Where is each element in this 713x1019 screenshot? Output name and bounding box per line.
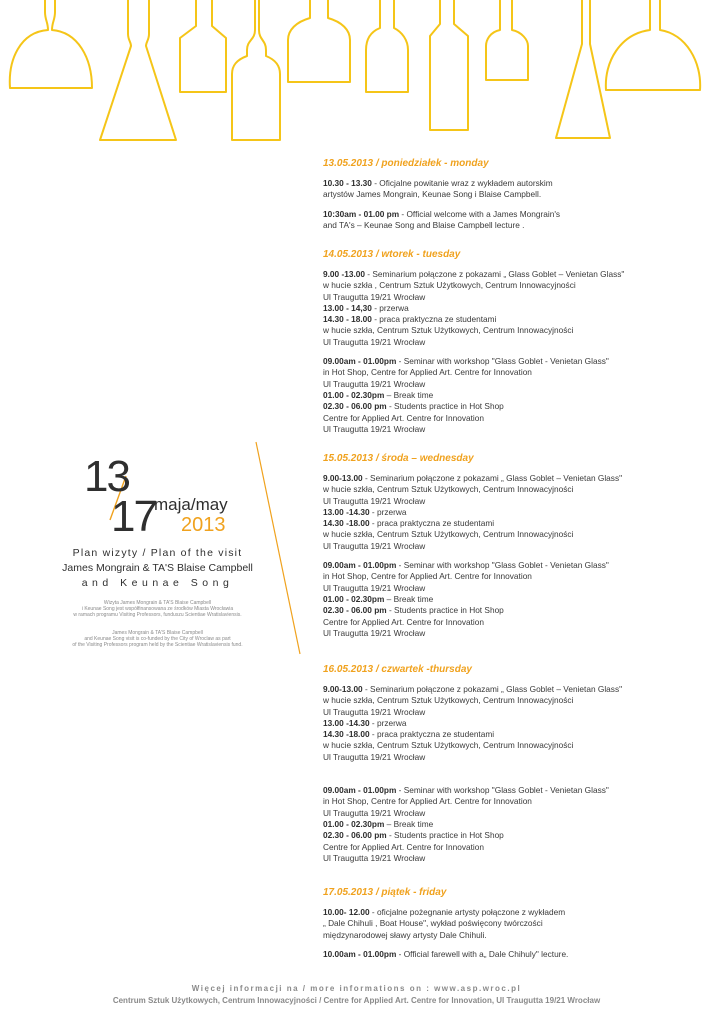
time-range: 01.00 - 02.30pm xyxy=(323,389,385,400)
description-text: - Students practice in Hot Shop xyxy=(386,605,504,616)
schedule-line xyxy=(323,367,703,378)
schedule-line xyxy=(323,292,703,303)
description-text: - Seminarium połączone z pokazami „ Glass Goblet – Venietan Glass" xyxy=(362,473,623,483)
funding-note-pl: Wizyta James Mongrain & TA'S Blaise Campbell i Keunae Song jest współfinansowana ze środków Miasta Wrocławia w ramach programu Visiting Professors, funduszu Scientiae Wratislaviensis. xyxy=(73,600,242,619)
description-text: - Seminar with workshop "Glass Goblet - Venietan Glass" xyxy=(396,785,609,796)
start-day: 13 xyxy=(84,452,129,501)
description-text: Ul Traugutta 19/21 Wrocław xyxy=(323,807,426,818)
time-range: 13.00 - 14,30 xyxy=(323,302,372,313)
schedule-line xyxy=(323,583,703,594)
schedule-line xyxy=(323,842,703,853)
schedule-line xyxy=(323,752,703,763)
description-text: in Hot Shop, Centre for Applied Art. Centre for Innovation xyxy=(323,796,532,807)
schedule-line xyxy=(323,518,703,529)
day-heading: 14.05.2013 / wtorek - tuesday xyxy=(323,249,461,260)
description-text: Ul Traugutta 19/21 Wrocław xyxy=(323,423,426,434)
schedule-line xyxy=(323,707,703,718)
time-range: 14.30 -18.00 xyxy=(323,518,370,529)
schedule-block xyxy=(323,473,703,552)
schedule-line xyxy=(323,269,703,280)
schedule-line xyxy=(323,220,703,231)
schedule-line xyxy=(323,571,703,582)
schedule-line xyxy=(323,484,703,495)
time-range: 09.00am - 01.00pm xyxy=(323,785,397,796)
description-text: - Seminar with workshop "Glass Goblet - Venietan Glass" xyxy=(396,356,609,367)
description-text: Ul Traugutta 19/21 Wrocław xyxy=(323,582,426,593)
description-text: Centre for Applied Art. Centre for Innovation xyxy=(323,841,484,852)
schedule-line xyxy=(323,473,703,484)
description-text: - Oficjalne powitanie wraz z wykładem autorskim xyxy=(371,178,553,188)
description-text: w hucie szkła, Centrum Sztuk Użytkowych, Centrum Innowacyjności xyxy=(323,695,574,706)
schedule-line xyxy=(323,356,703,367)
schedule-line xyxy=(323,337,703,348)
description-text: - oficjalne pożegnanie artysty połączone z wykładem xyxy=(369,907,566,917)
description-text: Centre for Applied Art. Centre for Innovation xyxy=(323,616,484,627)
schedule-block xyxy=(323,178,703,201)
description-text: Ul Traugutta 19/21 Wrocław xyxy=(323,540,426,551)
description-text: „ Dale Chihuli , Boat House", wykład poświęcony twórczości xyxy=(323,918,543,929)
day-heading: 16.05.2013 / czwartek -thursday xyxy=(323,664,472,675)
description-text: w hucie szkła , Centrum Sztuk Użytkowych, Centrum Innowacyjności xyxy=(323,280,576,291)
schedule-block xyxy=(323,949,703,960)
schedule-line xyxy=(323,808,703,819)
schedule-line xyxy=(323,325,703,336)
schedule-day xyxy=(323,157,703,239)
time-range: 01.00 - 02.30pm xyxy=(323,818,385,829)
description-text: w hucie szkła, Centrum Sztuk Użytkowych, Centrum Innowacyjności xyxy=(323,740,574,751)
schedule-block xyxy=(323,684,703,763)
description-text: - praca praktyczna ze studentami xyxy=(369,518,495,529)
schedule-block xyxy=(323,907,703,941)
day-heading: 13.05.2013 / poniedziałek - monday xyxy=(323,158,489,169)
schedule-line xyxy=(323,605,703,616)
time-range: 10.00- 12.00 xyxy=(323,907,370,917)
description-text: - przerwa xyxy=(369,506,407,517)
artists-line-2: and Keunae Song xyxy=(81,577,234,589)
description-text: in Hot Shop, Centre for Applied Art. Centre for Innovation xyxy=(323,367,532,378)
schedule-line xyxy=(323,379,703,390)
description-text: w hucie szkła, Centrum Sztuk Użytkowych, Centrum Innowacyjności xyxy=(323,529,574,540)
time-range: 09.00am - 01.00pm xyxy=(323,560,397,571)
description-text: - Seminar with workshop "Glass Goblet - Venietan Glass" xyxy=(396,560,609,571)
description-text: - Students practice in Hot Shop xyxy=(386,401,504,412)
description-text: artystów James Mongrain, Keunae Song i Blaise Campbell. xyxy=(323,189,542,200)
schedule-day xyxy=(323,886,703,968)
schedule-block xyxy=(323,356,703,435)
schedule-line xyxy=(323,907,703,918)
time-range: 10:30am - 01.00 pm xyxy=(323,208,400,219)
time-range: 02.30 - 06.00 pm xyxy=(323,605,387,616)
schedule-line xyxy=(323,413,703,424)
description-text: – Break time xyxy=(384,818,434,829)
schedule-line xyxy=(323,740,703,751)
description-text: – Break time xyxy=(384,593,434,604)
schedule-line xyxy=(323,729,703,740)
schedule-line xyxy=(323,796,703,807)
schedule-line xyxy=(323,684,703,695)
time-range: 14.30 - 18.00 xyxy=(323,314,372,325)
schedule-line xyxy=(323,949,703,960)
schedule-line xyxy=(323,541,703,552)
description-text: w hucie szkła, Centrum Sztuk Użytkowych, Centrum Innowacyjności xyxy=(323,325,574,336)
schedule-line xyxy=(323,617,703,628)
time-range: 10.30 - 13.30 xyxy=(323,178,372,188)
schedule-line xyxy=(323,594,703,605)
description-text: Ul Traugutta 19/21 Wrocław xyxy=(323,852,426,863)
description-text: Ul Traugutta 19/21 Wrocław xyxy=(323,706,426,717)
schedule-line xyxy=(323,560,703,571)
schedule-line xyxy=(323,496,703,507)
description-text: – Break time xyxy=(384,389,434,400)
description-text: Ul Traugutta 19/21 Wrocław xyxy=(323,291,426,302)
time-range: 10.00am - 01.00pm xyxy=(323,948,397,959)
description-text: and TA's – Keunae Song and Blaise Campbell lecture . xyxy=(323,219,525,230)
schedule-line xyxy=(323,529,703,540)
schedule-block xyxy=(323,785,703,864)
time-range: 01.00 - 02.30pm xyxy=(323,593,385,604)
description-text: - Official welcome with a James Mongrain's xyxy=(399,208,561,219)
description-text: Centre for Applied Art. Centre for Innovation xyxy=(323,412,484,423)
description-text: - praca praktyczna ze studentami xyxy=(371,314,497,325)
time-range: 02.30 - 06.00 pm xyxy=(323,830,387,841)
time-range: 14.30 -18.00 xyxy=(323,729,370,740)
schedule-line xyxy=(323,930,703,941)
artists-line: James Mongrain & TA'S Blaise Campbell xyxy=(62,562,253,574)
time-range: 09.00am - 01.00pm xyxy=(323,356,397,367)
schedule-line xyxy=(323,314,703,325)
schedule-line xyxy=(323,695,703,706)
schedule-day xyxy=(323,452,703,647)
time-range: 9.00 -13.00 xyxy=(323,269,365,279)
funding-note-en: James Mongrain & TA'S Blaise Campbell and Keunae Song visit is co-funded by the City of Wroclaw as part of the Visiting Professors program held by the Scientiae Wratislaviensis fund. xyxy=(72,630,243,649)
description-text: Ul Traugutta 19/21 Wrocław xyxy=(323,751,426,762)
schedule-block xyxy=(323,209,703,232)
schedule-line xyxy=(323,853,703,864)
description-text: - Official farewell with a„ Dale Chihuly" lecture. xyxy=(396,948,569,959)
description-text: Ul Traugutta 19/21 Wrocław xyxy=(323,336,426,347)
schedule-day xyxy=(323,663,703,872)
schedule-line xyxy=(323,628,703,639)
day-heading: 15.05.2013 / środa – wednesday xyxy=(323,453,474,464)
schedule-line xyxy=(323,189,703,200)
schedule-day xyxy=(323,248,703,443)
description-text: Ul Traugutta 19/21 Wrocław xyxy=(323,627,426,638)
time-range: 9.00-13.00 xyxy=(323,473,363,483)
schedule-line xyxy=(323,280,703,291)
description-text: - Students practice in Hot Shop xyxy=(386,830,504,841)
schedule-block xyxy=(323,560,703,639)
time-range: 9.00-13.00 xyxy=(323,684,363,694)
schedule-line xyxy=(323,507,703,518)
schedule-line xyxy=(323,401,703,412)
end-day: 17 xyxy=(111,492,156,541)
description-text: - praca praktyczna ze studentami xyxy=(369,729,495,740)
schedule-line xyxy=(323,819,703,830)
schedule-line xyxy=(323,918,703,929)
schedule-block xyxy=(323,269,703,348)
description-text: in Hot Shop, Centre for Applied Art. Centre for Innovation xyxy=(323,571,532,582)
description-text: Ul Traugutta 19/21 Wrocław xyxy=(323,495,426,506)
schedule-line xyxy=(323,785,703,796)
footer-address: Centrum Sztuk Użytkowych, Centrum Innowacyjności / Centre for Applied Art. Centre for Innovation, Ul Traugutta 19/21 Wrocław xyxy=(112,996,601,1005)
schedule-line xyxy=(323,303,703,314)
description-text: - Seminarium połączone z pokazami „ Glass Goblet – Venietan Glass" xyxy=(362,684,623,694)
description-text: Ul Traugutta 19/21 Wrocław xyxy=(323,378,426,389)
description-text: - Seminarium połączone z pokazami „ Glass Goblet – Venietan Glass" xyxy=(364,269,625,279)
schedule-line xyxy=(323,390,703,401)
day-heading: 17.05.2013 / piątek - friday xyxy=(323,887,447,898)
plan-title: Plan wizyty / Plan of the visit xyxy=(72,547,243,559)
footer-more-info: Więcej informacji na / more informations on : www.asp.wroc.pl xyxy=(191,984,522,993)
time-range: 02.30 - 06.00 pm xyxy=(323,401,387,412)
time-range: 13.00 -14.30 xyxy=(323,506,370,517)
schedule-line xyxy=(323,718,703,729)
schedule-line xyxy=(323,209,703,220)
time-range: 13.00 -14.30 xyxy=(323,717,370,728)
schedule-line xyxy=(323,830,703,841)
description-text: - przerwa xyxy=(371,302,409,313)
description-text: międzynarodowej sławy artysty Dale Chihuli. xyxy=(323,929,487,940)
schedule-line xyxy=(323,178,703,189)
month-label: maja/may xyxy=(154,495,228,514)
year-label: 2013 xyxy=(181,514,226,536)
description-text: - przerwa xyxy=(369,717,407,728)
schedule-line xyxy=(323,424,703,435)
description-text: w hucie szkła, Centrum Sztuk Użytkowych, Centrum Innowacyjności xyxy=(323,484,574,495)
